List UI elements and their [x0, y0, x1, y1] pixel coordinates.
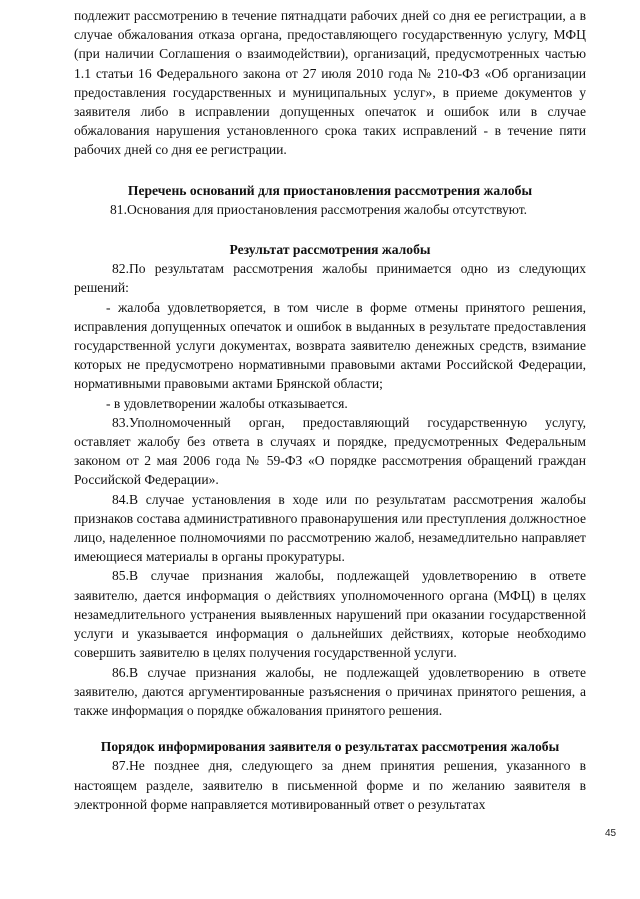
list-item-complaint-rejected: - в удовлетворении жалобы отказывается. — [106, 395, 348, 411]
paragraph-83: 83.Уполномоченный орган, предоставляющий государственную услугу, оставляет жалобу без ответа в случаях и порядке, предусмотренных Федеральным законом от 2 мая 2006 года № 59-ФЗ «О порядке рассмотрения обращений граждан Российской Федерации». — [74, 414, 586, 488]
page-number: 45 — [605, 828, 617, 839]
paragraph-82: 82.По результатам рассмотрения жалобы принимается одно из следующих решений: — [74, 261, 586, 296]
paragraph-86: 86.В случае признания жалобы, не подлежащей удовлетворению в ответе заявителю, даются аргументированные разъяснения о причинах принятого решения, а также информация о порядке обжалования принятого решения. — [74, 664, 586, 718]
list-item-complaint-satisfied: - жалоба удовлетворяется, в том числе в форме отмены принятого решения, исправления допущенных опечаток и ошибок в выданных в результате предоставления государственной услуги документах, возврата заявителю денежных средств, взимание которых не предусмотрено нормативными правовыми актами Российской Федерации, нормативными правовыми актами Брянской области; — [74, 299, 586, 392]
paragraph-85: 85.В случае признания жалобы, подлежащей удовлетворению в ответе заявителю, дается информация о действиях уполномоченного органа (МФЦ) в целях незамедлительного устранения выявленных нарушений при оказании государственной услуги и указывается информация о дальнейших действиях, которые необходимо совершить заявителю в целях получения государственной услуги. — [74, 568, 586, 661]
heading-informing-applicant: Порядок информирования заявителя о результатах рассмотрения жалобы — [100, 739, 560, 755]
paragraph-81: 81.Основания для приостановления рассмотрения жалобы отсутствуют. — [110, 201, 528, 217]
heading-complaint-result: Результат рассмотрения жалобы — [229, 242, 431, 258]
document-body — [74, 6, 586, 814]
paragraph-continuation: подлежит рассмотрению в течение пятнадцати рабочих дней со дня ее регистрации, а в случае обжалования отказа органа, предоставляющего государственную услугу, МФЦ (при наличии Соглашения о взаимодействии), организаций, предусмотренных частью 1.1 статьи 16 Федерального закона от 27 июля 2010 года № 210-ФЗ «Об организации предоставления государственных и муниципальных услуг», в приеме документов у заявителя либо в исправлении допущенных опечаток и ошибок или в случае обжалования нарушения установленного срока таких исправлений - в течение пяти рабочих дней со дня ее регистрации. — [74, 8, 586, 158]
heading-suspension-grounds: Перечень оснований для приостановления рассмотрения жалобы — [127, 182, 533, 198]
paragraph-87: 87.Не позднее дня, следующего за днем принятия решения, указанного в настоящем разделе, заявителю в письменной форме и по желанию заявителя в электронной форме направляется мотивированный ответ о результатах — [74, 758, 586, 812]
paragraph-84: 84.В случае установления в ходе или по результатам рассмотрения жалобы признаков состава административного правонарушения или преступления должностное лицо, наделенное полномочиями по рассмотрению жалоб, незамедлительно направляет имеющиеся материалы в органы прокуратуры. — [74, 491, 586, 565]
